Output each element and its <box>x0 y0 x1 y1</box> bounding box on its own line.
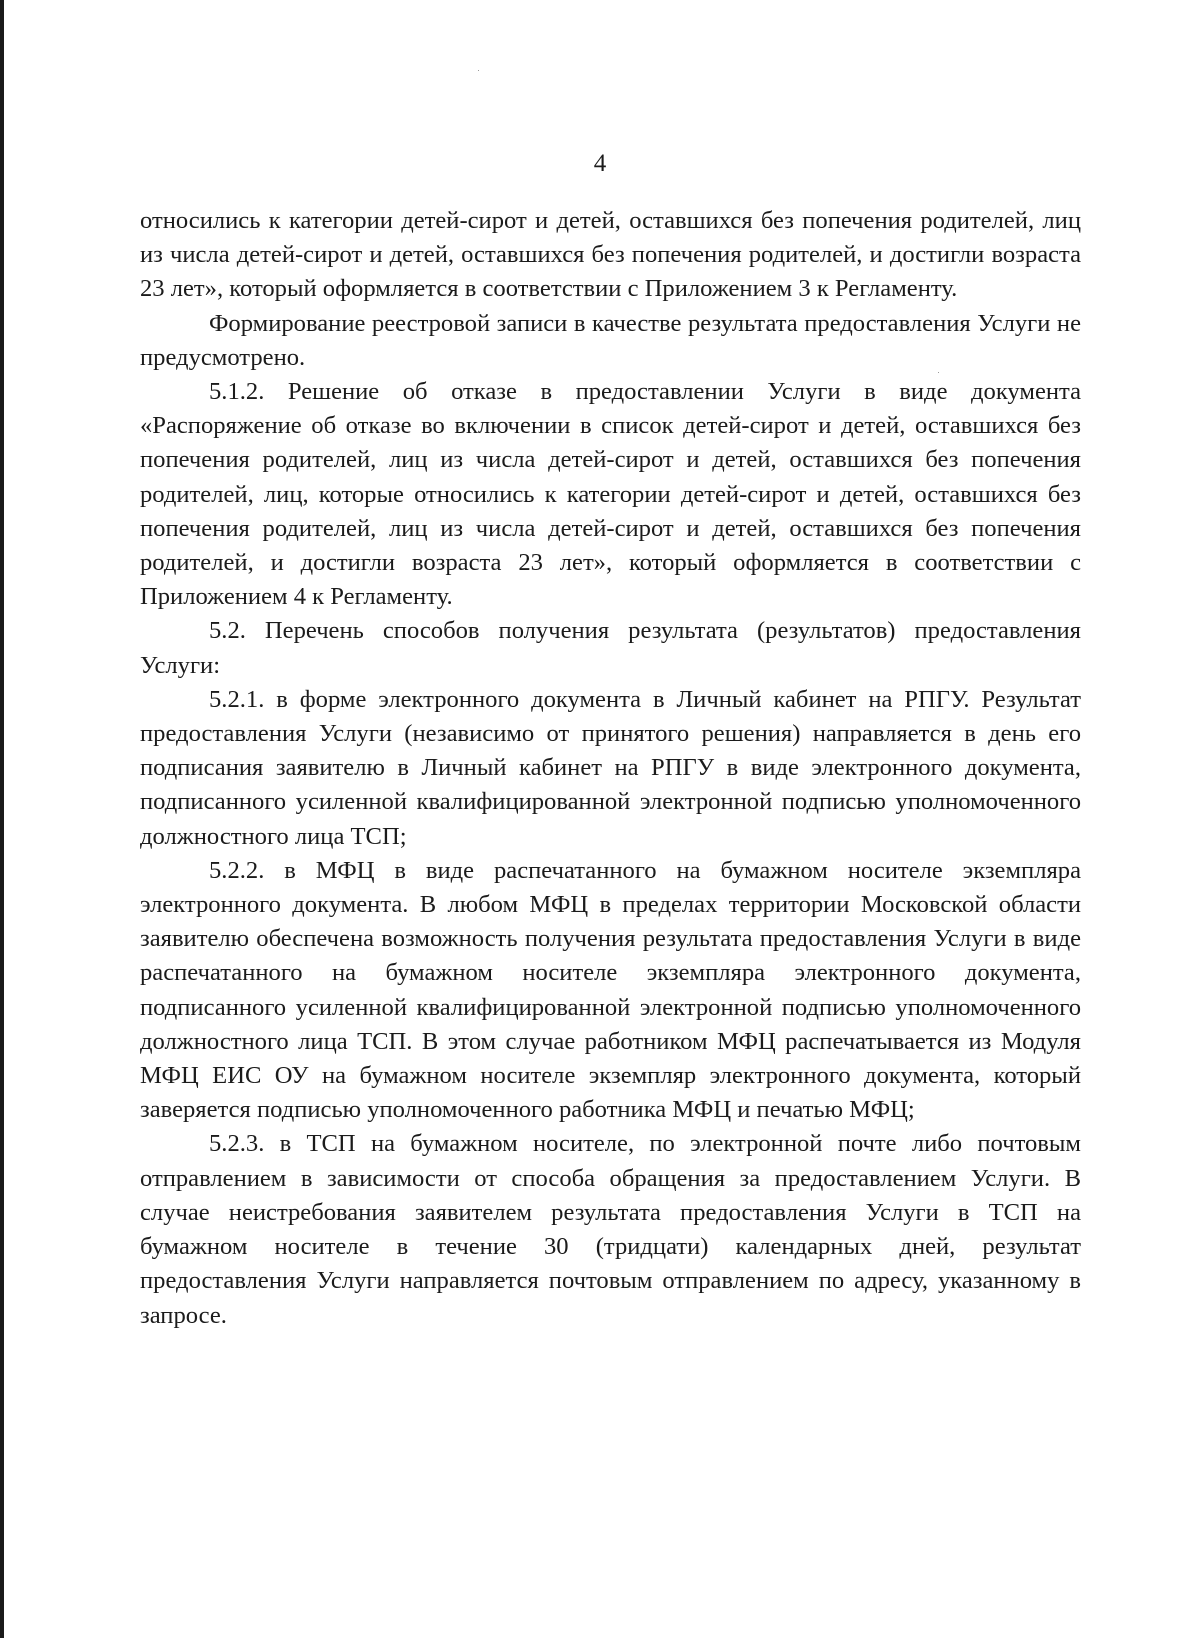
scan-border <box>0 0 4 1638</box>
scan-speck <box>478 70 479 71</box>
paragraph-5-2-1: 5.2.1. в форме электронного документа в Личный кабинет на РПГУ. Результат предоставления Услуги (независимо от принятого решения) направляется в день его подписания заявителю в Личный кабинет на РПГУ в виде электронного документа, подписанного усиленной квалифицированной электронной подписью уполномоченного должностного лица ТСП; <box>140 685 1081 850</box>
paragraph-5-1-2: 5.1.2. Решение об отказе в предоставлении Услуги в виде документа «Распоряжение об отказе во включении в список детей-сирот и детей, оставшихся без попечения родителей, лиц из числа детей-сирот и детей, оставшихся без попечения родителей, лиц, которые относились к категории детей-сирот и детей, оставшихся без попечения родителей, лиц из числа детей-сирот и детей, оставшихся без попечения родителей, и достигли возраста 23 лет», который оформляется в соответствии с Приложением 4 к Регламенту. <box>140 378 1081 611</box>
paragraph-5-2-3: 5.2.3. в ТСП на бумажном носителе, по электронной почте либо почтовым отправлением в зависимости от способа обращения за предоставлением Услуги. В случае неистребования заявителем результата предоставления Услуги в ТСП на бумажном носителе в течение 30 (тридцати) календарных дней, результат предоставления Услуги направляется почтовым отправлением по адресу, указанному в запросе. <box>140 1130 1081 1329</box>
paragraph-5-2: 5.2. Перечень способов получения результата (результатов) предоставления Услуги: <box>140 617 1081 679</box>
document-body <box>140 204 1081 1333</box>
page-number: 4 <box>593 150 607 177</box>
paragraph-5-2-2: 5.2.2. в МФЦ в виде распечатанного на бумажном носителе экземпляра электронного документа. В любом МФЦ в пределах территории Московской области заявителю обеспечена возможность получения результата предоставления Услуги в виде распечатанного на бумажном носителе экземпляра электронного документа, подписанного усиленной квалифицированной электронной подписью уполномоченного должностного лица ТСП. В этом случае работником МФЦ распечатывается из Модуля МФЦ ЕИС ОУ на бумажном носителе экземпляр электронного документа, который заверяется подписью уполномоченного работника МФЦ и печатью МФЦ; <box>140 856 1081 1124</box>
paragraph-registry-record: Формирование реестровой записи в качестве результата предоставления Услуги не предусмотрено. <box>140 309 1081 371</box>
paragraph-continuation: относились к категории детей-сирот и детей, оставшихся без попечения родителей, лиц из числа детей-сирот и детей, оставшихся без попечения родителей, и достигли возраста 23 лет», который оформляется в соответствии с Приложением 3 к Регламенту. <box>140 207 1081 303</box>
